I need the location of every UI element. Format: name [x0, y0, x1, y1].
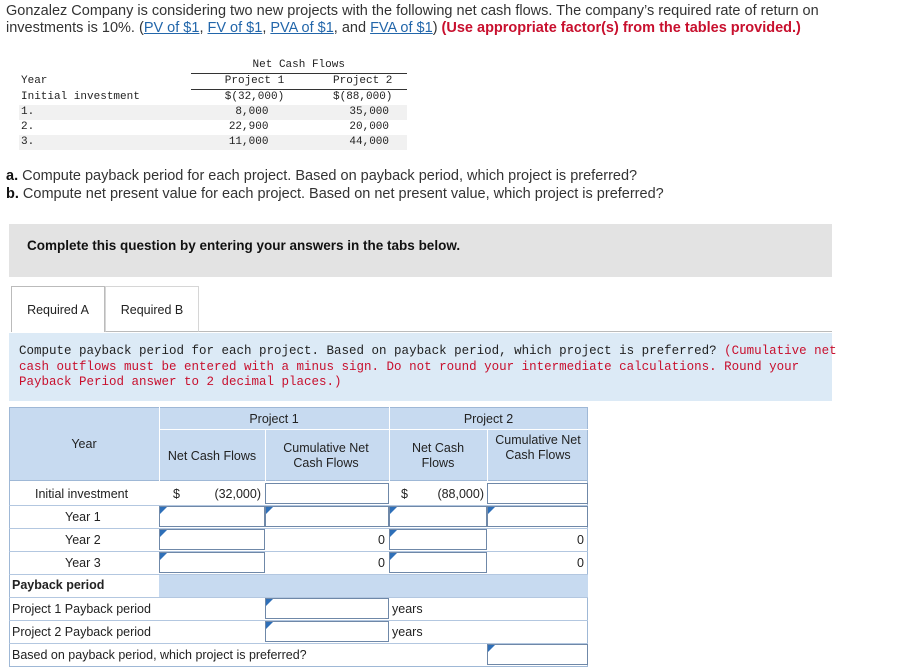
- problem-intro: Gonzalez Company is considering two new projects with the following net cash flows. The company’s required rate of return on investments is 10%. (PV of $1, FV of $1, PVA of $1, and FVA of $1) (Use appropriate factor(s) from the tables provided.): [6, 3, 819, 36]
- question-list: [6, 167, 664, 203]
- p2-ncf-year-3-input[interactable]: [389, 552, 487, 573]
- p2-cumulative-initial-input[interactable]: [487, 483, 588, 504]
- dropdown-marker-icon: [266, 599, 273, 606]
- table-row: 3. 11,000 44,000: [19, 135, 407, 150]
- dropdown-marker-icon: [390, 507, 397, 514]
- dropdown-marker-icon: [488, 507, 495, 514]
- p1-ncf-year-1-input[interactable]: [159, 506, 265, 527]
- tab-divider: [199, 331, 832, 332]
- row-label-initial: Initial investment: [35, 487, 129, 501]
- pv-link[interactable]: PV of $1: [143, 20, 200, 36]
- dropdown-marker-icon: [160, 553, 167, 560]
- question-b: b. Compute net present value for each project. Based on net present value, which project is preferred?: [6, 186, 664, 202]
- p1-net-cash-flows-header: Net Cash Flows: [167, 449, 257, 463]
- dropdown-marker-icon: [390, 530, 397, 537]
- cash-flow-table: [19, 58, 407, 150]
- p1-ncf-year-3-input[interactable]: [159, 552, 265, 573]
- p2-cumulative-year-3-value: 0: [577, 556, 584, 570]
- p2-ncf-year-1-input[interactable]: [389, 506, 487, 527]
- dropdown-marker-icon: [160, 507, 167, 514]
- p1-cumulative-year-2-value: 0: [378, 533, 385, 547]
- p2-cumulative-header: Cumulative Net Cash Flows: [495, 433, 581, 462]
- p1-cumulative-year-1-input[interactable]: [265, 506, 389, 527]
- project-2-header: Project 2: [318, 74, 407, 90]
- dropdown-marker-icon: [390, 553, 397, 560]
- pva-link[interactable]: PVA of $1: [270, 20, 334, 36]
- row-label-year-1: Year 1: [65, 510, 101, 524]
- project-1-group-header: Project 1: [249, 412, 299, 426]
- dollar-sign: $: [173, 487, 180, 501]
- project-2-group-header: Project 2: [463, 412, 514, 426]
- year-header: Year: [21, 75, 48, 87]
- p2-payback-input[interactable]: [265, 621, 389, 642]
- dropdown-marker-icon: [488, 645, 495, 652]
- fva-link[interactable]: FVA of $1: [370, 20, 433, 36]
- year-column-header: Year: [71, 437, 97, 451]
- dropdown-marker-icon: [266, 507, 273, 514]
- p1-ncf-year-2-input[interactable]: [159, 529, 265, 550]
- p1-cumulative-initial-input[interactable]: [265, 483, 389, 504]
- row-label-year-3: Year 3: [65, 556, 101, 570]
- dropdown-marker-icon: [266, 622, 273, 629]
- tab-required-b[interactable]: Required B: [105, 286, 199, 332]
- factor-warning: (Use appropriate factor(s) from the tables provided.): [441, 20, 801, 36]
- p1-payback-label: Project 1 Payback period: [12, 602, 151, 616]
- question-a: a. Compute payback period for each project. Based on payback period, which project is preferred?: [6, 168, 638, 184]
- table-row: 2. 22,900 20,000: [21, 121, 389, 133]
- table-row: 1. 8,000 35,000: [19, 105, 407, 120]
- years-unit: years: [392, 625, 423, 639]
- project-1-header: Project 1: [191, 74, 319, 90]
- required-a-instructions: Compute payback period for each project. Based on payback period, which project is preferred? (Cumulative net cash outflows must be entered with a minus sign. Do not round your intermediate calculations. Round your Payback Period answer to 2 decimal places.): [9, 333, 832, 401]
- payback-period-header: Payback period: [12, 578, 105, 592]
- p2-ncf-year-2-input[interactable]: [389, 529, 487, 550]
- preferred-project-select[interactable]: [487, 644, 588, 665]
- p2-net-cash-flows-header: Net Cash Flows: [411, 441, 465, 470]
- p1-cumulative-header: Cumulative Net Cash Flows: [283, 441, 369, 470]
- p1-initial-value: (32,000): [214, 487, 261, 501]
- p2-cumulative-year-2-value: 0: [577, 533, 584, 547]
- preferred-project-label: Based on payback period, which project is preferred?: [12, 648, 307, 662]
- p2-payback-label: Project 2 Payback period: [12, 625, 151, 639]
- row-label-year-2: Year 2: [65, 533, 101, 547]
- fv-link[interactable]: FV of $1: [207, 20, 263, 36]
- instructions-banner: Complete this question by entering your answers in the tabs below.: [9, 224, 832, 277]
- table-row: Initial investment $(32,000) $(88,000): [21, 90, 393, 103]
- tab-required-a[interactable]: Required A: [11, 286, 105, 332]
- p1-payback-input[interactable]: [265, 598, 389, 619]
- years-unit: years: [392, 602, 423, 616]
- net-cash-flows-header: Net Cash Flows: [191, 58, 407, 74]
- p1-cumulative-year-3-value: 0: [378, 556, 385, 570]
- p2-initial-value: (88,000): [437, 487, 484, 501]
- p2-cumulative-year-1-input[interactable]: [487, 506, 588, 527]
- dollar-sign: $: [401, 487, 408, 501]
- dropdown-marker-icon: [160, 530, 167, 537]
- payback-answer-table: [9, 407, 589, 667]
